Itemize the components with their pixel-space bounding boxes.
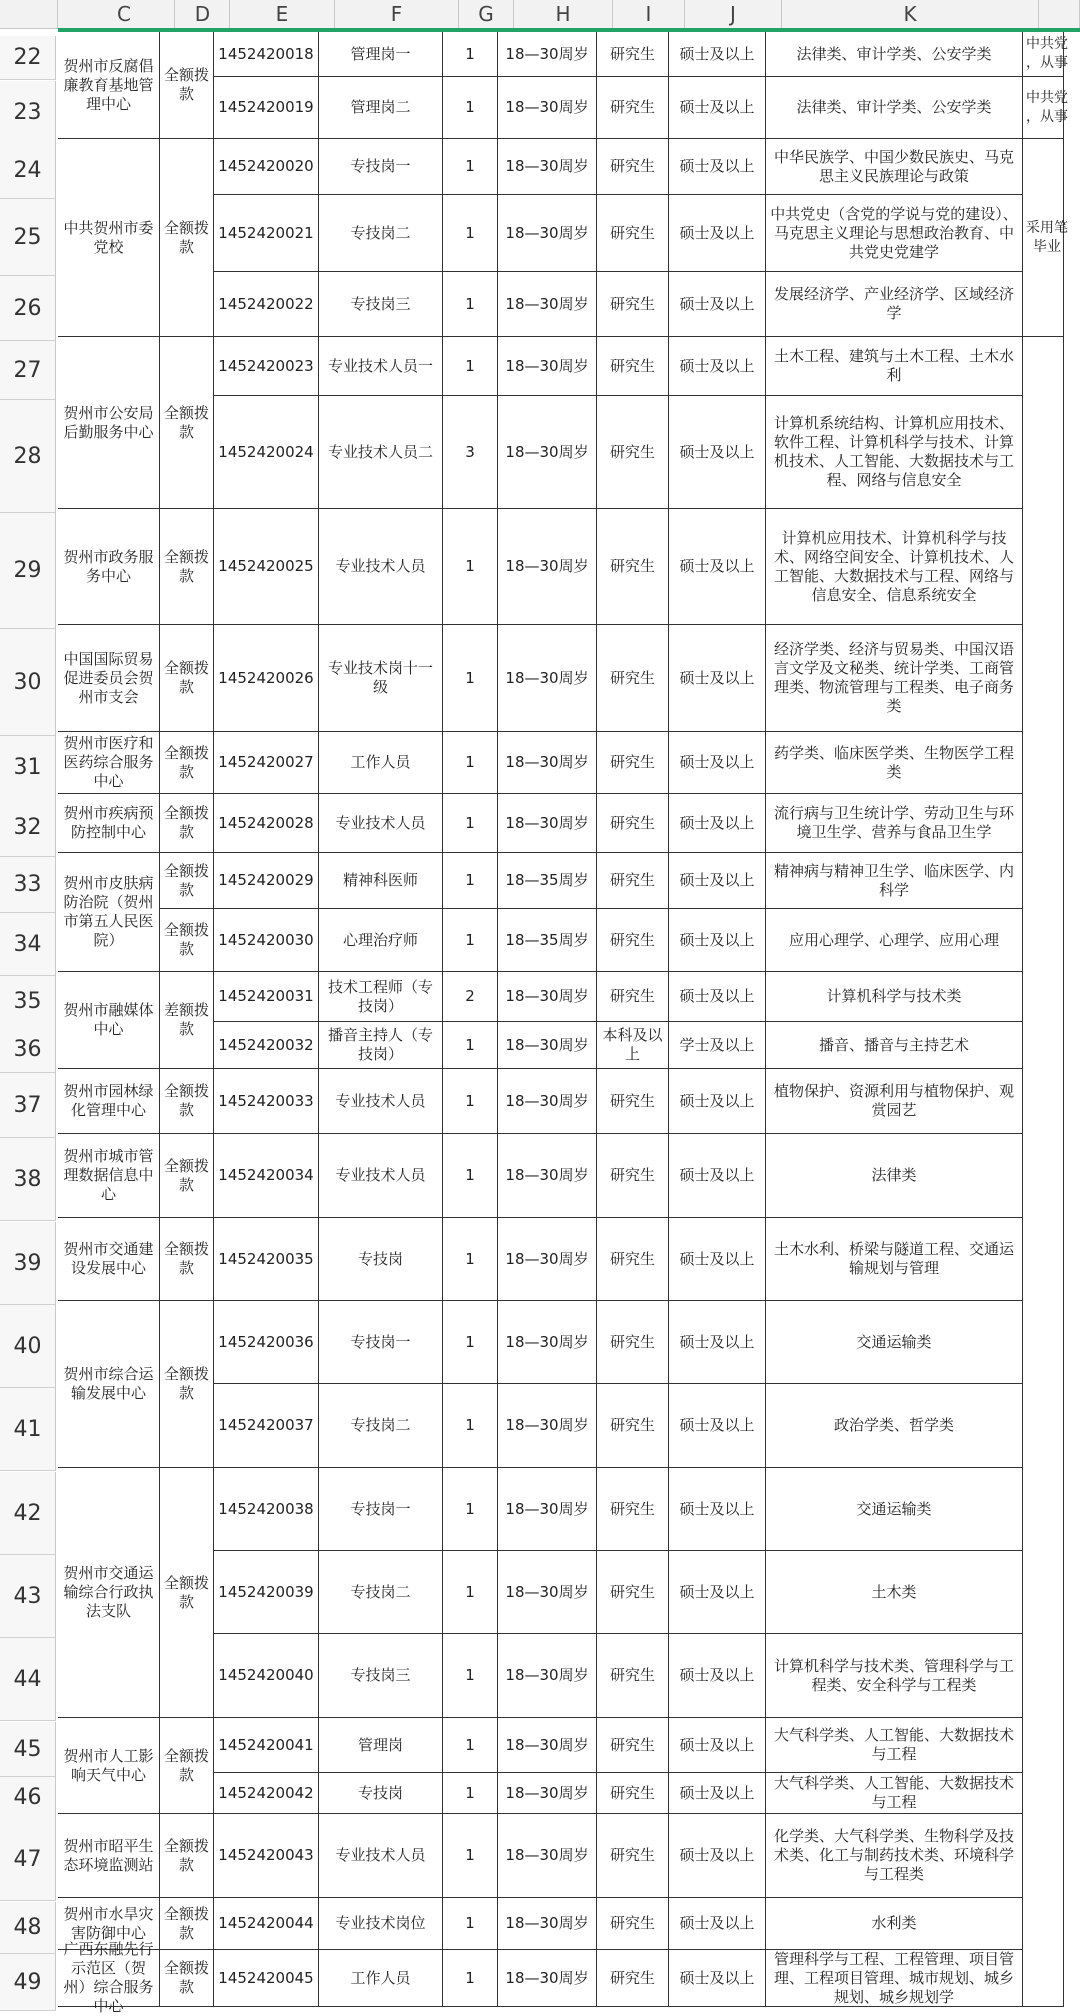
position-name-cell[interactable]: 专技岗 — [319, 1773, 443, 1814]
age-requirement-cell[interactable]: 18—30周岁 — [498, 1898, 597, 1950]
position-name-cell[interactable]: 专技岗二 — [319, 1384, 443, 1468]
position-code-cell[interactable]: 1452420034 — [214, 1134, 319, 1218]
row-header-28[interactable]: 28 — [0, 400, 56, 513]
major-requirement-cell[interactable]: 植物保护、资源利用与植物保护、观赏园艺 — [766, 1069, 1023, 1134]
age-requirement-cell[interactable]: 18—30周岁 — [498, 625, 597, 732]
degree-cell[interactable]: 硕士及以上 — [669, 77, 766, 139]
education-cell[interactable]: 研究生 — [597, 195, 669, 272]
education-cell[interactable]: 研究生 — [597, 1898, 669, 1950]
degree-cell[interactable]: 硕士及以上 — [669, 396, 766, 509]
major-requirement-cell[interactable]: 发展经济学、产业经济学、区域经济学 — [766, 272, 1023, 337]
position-name-cell[interactable]: 专业技术人员 — [319, 1814, 443, 1898]
education-cell[interactable]: 研究生 — [597, 1134, 669, 1218]
education-cell[interactable]: 研究生 — [597, 32, 669, 77]
major-requirement-cell[interactable]: 计算机系统结构、计算机应用技术、软件工程、计算机科学与技术、计算机技术、人工智能、大数据技术与工程、网络与信息安全 — [766, 396, 1023, 509]
degree-cell[interactable]: 硕士及以上 — [669, 1468, 766, 1551]
row-header-22[interactable]: 22 — [0, 36, 56, 80]
column-header-i[interactable]: I — [613, 0, 685, 28]
unit-name-cell[interactable]: 贺州市反腐倡廉教育基地管理中心 — [58, 32, 160, 139]
column-header-bar — [0, 0, 1080, 29]
education-cell[interactable]: 研究生 — [597, 794, 669, 853]
row-header-39[interactable]: 39 — [0, 1222, 56, 1305]
position-code-cell[interactable]: 1452420020 — [214, 139, 319, 195]
position-name-cell[interactable]: 专业技术岗位 — [319, 1898, 443, 1950]
major-requirement-cell[interactable]: 法律类、审计学类、公安学类 — [766, 32, 1023, 77]
position-name-cell[interactable]: 专业技术岗十一级 — [319, 625, 443, 732]
row-header-47[interactable]: 47 — [0, 1818, 56, 1901]
position-code-cell[interactable]: 1452420022 — [214, 272, 319, 337]
degree-cell[interactable]: 硕士及以上 — [669, 1218, 766, 1301]
age-requirement-cell[interactable]: 18—30周岁 — [498, 1022, 597, 1069]
age-requirement-cell[interactable]: 18—30周岁 — [498, 1468, 597, 1551]
degree-cell[interactable]: 硕士及以上 — [669, 1950, 766, 2007]
major-requirement-cell[interactable]: 水利类 — [766, 1898, 1023, 1950]
hire-count-cell[interactable]: 1 — [443, 853, 498, 909]
age-requirement-cell[interactable]: 18—30周岁 — [498, 1950, 597, 2007]
hire-count-cell[interactable]: 3 — [443, 396, 498, 509]
position-name-cell[interactable]: 播音主持人（专技岗） — [319, 1022, 443, 1069]
partial-column-cell[interactable]: 中共党 ，从事 — [1023, 32, 1064, 77]
degree-cell[interactable]: 硕士及以上 — [669, 1718, 766, 1773]
position-name-cell[interactable]: 专技岗一 — [319, 1468, 443, 1551]
position-code-cell[interactable]: 1452420041 — [214, 1718, 319, 1773]
hire-count-cell[interactable]: 1 — [443, 1468, 498, 1551]
unit-name-cell[interactable]: 贺州市公安局后勤服务中心 — [58, 337, 160, 509]
hire-count-cell[interactable]: 1 — [443, 1384, 498, 1468]
hire-count-cell[interactable]: 1 — [443, 272, 498, 337]
education-cell[interactable]: 研究生 — [597, 396, 669, 509]
position-code-cell[interactable]: 1452420035 — [214, 1218, 319, 1301]
unit-name-cell[interactable]: 贺州市融媒体中心 — [58, 972, 160, 1069]
position-name-cell[interactable]: 专业技术人员一 — [319, 337, 443, 396]
position-name-cell[interactable]: 专业技术人员 — [319, 794, 443, 853]
funding-type-cell[interactable]: 全额拨款 — [160, 1301, 214, 1468]
degree-cell[interactable]: 硕士及以上 — [669, 1634, 766, 1718]
age-requirement-cell[interactable]: 18—30周岁 — [498, 1773, 597, 1814]
unit-name-cell[interactable]: 贺州市医疗和医药综合服务中心 — [58, 732, 160, 794]
degree-cell[interactable]: 学士及以上 — [669, 1022, 766, 1069]
position-name-cell[interactable]: 专技岗一 — [319, 1301, 443, 1384]
row-header-38[interactable]: 38 — [0, 1138, 56, 1221]
position-name-cell[interactable]: 专技岗一 — [319, 139, 443, 195]
hire-count-cell[interactable]: 1 — [443, 509, 498, 625]
hire-count-cell[interactable]: 1 — [443, 1773, 498, 1814]
age-requirement-cell[interactable]: 18—35周岁 — [498, 909, 597, 972]
degree-cell[interactable]: 硕士及以上 — [669, 337, 766, 396]
position-name-cell[interactable]: 专业技术人员 — [319, 1134, 443, 1218]
hire-count-cell[interactable]: 1 — [443, 909, 498, 972]
unit-name-cell[interactable]: 贺州市园林绿化管理中心 — [58, 1069, 160, 1134]
column-header-h[interactable]: H — [514, 0, 613, 28]
position-name-cell[interactable]: 专业技术人员 — [319, 509, 443, 625]
major-requirement-cell[interactable]: 流行病与卫生统计学、劳动卫生与环境卫生学、营养与食品卫生学 — [766, 794, 1023, 853]
column-header-l-partial[interactable] — [1039, 0, 1080, 28]
hire-count-cell[interactable]: 1 — [443, 1301, 498, 1384]
row-header-25[interactable]: 25 — [0, 199, 56, 276]
major-requirement-cell[interactable]: 化学类、大气科学类、生物科学及技术类、化工与制药技术类、环境科学与工程类 — [766, 1814, 1023, 1898]
position-name-cell[interactable]: 工作人员 — [319, 732, 443, 794]
degree-cell[interactable]: 硕士及以上 — [669, 909, 766, 972]
position-name-cell[interactable]: 管理岗一 — [319, 32, 443, 77]
hire-count-cell[interactable]: 1 — [443, 1814, 498, 1898]
position-name-cell[interactable]: 管理岗二 — [319, 77, 443, 139]
major-requirement-cell[interactable]: 药学类、临床医学类、生物医学工程类 — [766, 732, 1023, 794]
hire-count-cell[interactable]: 1 — [443, 77, 498, 139]
unit-name-cell[interactable]: 贺州市城市管理数据信息中心 — [58, 1134, 160, 1218]
unit-name-cell[interactable]: 贺州市综合运输发展中心 — [58, 1301, 160, 1468]
hire-count-cell[interactable]: 1 — [443, 139, 498, 195]
education-cell[interactable]: 研究生 — [597, 1301, 669, 1384]
degree-cell[interactable]: 硕士及以上 — [669, 853, 766, 909]
degree-cell[interactable]: 硕士及以上 — [669, 509, 766, 625]
row-header-31[interactable]: 31 — [0, 736, 56, 799]
major-requirement-cell[interactable]: 计算机科学与技术类 — [766, 972, 1023, 1022]
row-header-45[interactable]: 45 — [0, 1722, 56, 1777]
position-code-cell[interactable]: 1452420025 — [214, 509, 319, 625]
major-requirement-cell[interactable]: 应用心理学、心理学、应用心理 — [766, 909, 1023, 972]
degree-cell[interactable]: 硕士及以上 — [669, 972, 766, 1022]
age-requirement-cell[interactable]: 18—30周岁 — [498, 1301, 597, 1384]
partial-column-cell[interactable]: 中共党 ，从事 — [1023, 77, 1064, 139]
hire-count-cell[interactable]: 1 — [443, 732, 498, 794]
major-requirement-cell[interactable]: 经济学类、经济与贸易类、中国汉语言文学及文秘类、统计学类、工商管理类、物流管理与工程类、电子商务类 — [766, 625, 1023, 732]
row-header-29[interactable]: 29 — [0, 513, 56, 629]
position-code-cell[interactable]: 1452420019 — [214, 77, 319, 139]
unit-name-cell[interactable]: 广西东融先行示范区（贺州）综合服务中心 — [58, 1950, 160, 2007]
position-name-cell[interactable]: 心理治疗师 — [319, 909, 443, 972]
hire-count-cell[interactable]: 1 — [443, 1069, 498, 1134]
position-code-cell[interactable]: 1452420026 — [214, 625, 319, 732]
position-code-cell[interactable]: 1452420032 — [214, 1022, 319, 1069]
degree-cell[interactable]: 硕士及以上 — [669, 1814, 766, 1898]
row-header-32[interactable]: 32 — [0, 798, 56, 857]
age-requirement-cell[interactable]: 18—30周岁 — [498, 272, 597, 337]
major-requirement-cell[interactable]: 中华民族学、中国少数民族史、马克思主义民族理论与政策 — [766, 139, 1023, 195]
major-requirement-cell[interactable]: 播音、播音与主持艺术 — [766, 1022, 1023, 1069]
age-requirement-cell[interactable]: 18—30周岁 — [498, 794, 597, 853]
position-code-cell[interactable]: 1452420043 — [214, 1814, 319, 1898]
age-requirement-cell[interactable]: 18—30周岁 — [498, 732, 597, 794]
age-requirement-cell[interactable]: 18—30周岁 — [498, 1069, 597, 1134]
hire-count-cell[interactable]: 1 — [443, 1634, 498, 1718]
age-requirement-cell[interactable]: 18—30周岁 — [498, 77, 597, 139]
age-requirement-cell[interactable]: 18—30周岁 — [498, 1718, 597, 1773]
position-code-cell[interactable]: 1452420029 — [214, 853, 319, 909]
hire-count-cell[interactable]: 1 — [443, 337, 498, 396]
hire-count-cell[interactable]: 1 — [443, 625, 498, 732]
hire-count-cell[interactable]: 1 — [443, 1551, 498, 1634]
major-requirement-cell[interactable]: 大气科学类、人工智能、大数据技术与工程 — [766, 1773, 1023, 1814]
row-header-30[interactable]: 30 — [0, 629, 56, 736]
degree-cell[interactable]: 硕士及以上 — [669, 1301, 766, 1384]
column-header-e[interactable]: E — [230, 0, 335, 28]
education-cell[interactable]: 研究生 — [597, 1773, 669, 1814]
education-cell[interactable]: 研究生 — [597, 77, 669, 139]
position-code-cell[interactable]: 1452420030 — [214, 909, 319, 972]
row-header-33[interactable]: 33 — [0, 857, 56, 913]
position-code-cell[interactable]: 1452420031 — [214, 972, 319, 1022]
position-code-cell[interactable]: 1452420018 — [214, 32, 319, 77]
column-header-f[interactable]: F — [335, 0, 459, 28]
partial-column-cell[interactable] — [1023, 337, 1064, 2007]
row-header-42[interactable]: 42 — [0, 1472, 56, 1555]
funding-type-cell[interactable]: 全额拨款 — [160, 1950, 214, 2007]
row-header-35[interactable]: 35 — [0, 976, 56, 1027]
position-name-cell[interactable]: 精神科医师 — [319, 853, 443, 909]
education-cell[interactable]: 研究生 — [597, 1069, 669, 1134]
unit-name-cell[interactable]: 贺州市交通运输综合行政执法支队 — [58, 1468, 160, 1718]
position-code-cell[interactable]: 1452420042 — [214, 1773, 319, 1814]
position-code-cell[interactable]: 1452420038 — [214, 1468, 319, 1551]
row-header-44[interactable]: 44 — [0, 1638, 56, 1721]
row-header-26[interactable]: 26 — [0, 276, 56, 341]
position-name-cell[interactable]: 专技岗二 — [319, 195, 443, 272]
position-code-cell[interactable]: 1452420040 — [214, 1634, 319, 1718]
row-header-46[interactable]: 46 — [0, 1777, 56, 1819]
funding-type-cell[interactable]: 全额拨款 — [160, 337, 214, 509]
hire-count-cell[interactable]: 1 — [443, 1134, 498, 1218]
degree-cell[interactable]: 硕士及以上 — [669, 139, 766, 195]
education-cell[interactable]: 研究生 — [597, 337, 669, 396]
degree-cell[interactable]: 硕士及以上 — [669, 1551, 766, 1634]
major-requirement-cell[interactable]: 管理科学与工程、工程管理、项目管理、工程项目管理、城市规划、城乡规划、城乡规划学 — [766, 1950, 1023, 2007]
position-code-cell[interactable]: 1452420039 — [214, 1551, 319, 1634]
position-code-cell[interactable]: 1452420023 — [214, 337, 319, 396]
funding-type-cell[interactable]: 全额拨款 — [160, 1218, 214, 1301]
education-cell[interactable]: 研究生 — [597, 1468, 669, 1551]
position-code-cell[interactable]: 1452420045 — [214, 1950, 319, 2007]
row-header-40[interactable]: 40 — [0, 1305, 56, 1388]
age-requirement-cell[interactable]: 18—30周岁 — [498, 1814, 597, 1898]
age-requirement-cell[interactable]: 18—30周岁 — [498, 1551, 597, 1634]
unit-name-cell[interactable]: 贺州市昭平生态环境监测站 — [58, 1814, 160, 1898]
position-name-cell[interactable]: 管理岗 — [319, 1718, 443, 1773]
select-all-corner[interactable] — [0, 0, 58, 28]
position-code-cell[interactable]: 1452420027 — [214, 732, 319, 794]
funding-type-cell[interactable]: 全额拨款 — [160, 509, 214, 625]
column-header-g[interactable]: G — [459, 0, 514, 28]
row-header-34[interactable]: 34 — [0, 913, 56, 976]
row-header-49[interactable]: 49 — [0, 1954, 56, 2011]
funding-type-cell[interactable]: 全额拨款 — [160, 909, 214, 972]
position-code-cell[interactable]: 1452420033 — [214, 1069, 319, 1134]
degree-cell[interactable]: 硕士及以上 — [669, 32, 766, 77]
education-cell[interactable]: 研究生 — [597, 1718, 669, 1773]
education-cell[interactable]: 研究生 — [597, 1814, 669, 1898]
education-cell[interactable]: 研究生 — [597, 972, 669, 1022]
major-requirement-cell[interactable]: 法律类、审计学类、公安学类 — [766, 77, 1023, 139]
position-name-cell[interactable]: 专技岗 — [319, 1218, 443, 1301]
unit-name-cell[interactable]: 贺州市疾病预防控制中心 — [58, 794, 160, 853]
major-requirement-cell[interactable]: 交通运输类 — [766, 1301, 1023, 1384]
education-cell[interactable]: 研究生 — [597, 1218, 669, 1301]
degree-cell[interactable]: 硕士及以上 — [669, 1134, 766, 1218]
column-header-c[interactable]: C — [74, 0, 175, 28]
funding-type-cell[interactable]: 全额拨款 — [160, 625, 214, 732]
major-requirement-cell[interactable]: 土木类 — [766, 1551, 1023, 1634]
position-code-cell[interactable]: 1452420024 — [214, 396, 319, 509]
unit-name-cell[interactable]: 贺州市水旱灾害防御中心 — [58, 1898, 160, 1950]
row-header-48[interactable]: 48 — [0, 1902, 56, 1954]
unit-name-cell[interactable]: 贺州市人工影响天气中心 — [58, 1718, 160, 1814]
hire-count-cell[interactable]: 1 — [443, 1218, 498, 1301]
education-cell[interactable]: 研究生 — [597, 909, 669, 972]
hire-count-cell[interactable]: 1 — [443, 1022, 498, 1069]
major-requirement-cell[interactable]: 大气科学类、人工智能、大数据技术与工程 — [766, 1718, 1023, 1773]
funding-type-cell[interactable]: 全额拨款 — [160, 1134, 214, 1218]
major-requirement-cell[interactable]: 计算机应用技术、计算机科学与技术、网络空间安全、计算机技术、人工智能、大数据技术与工程、网络与信息安全、信息系统安全 — [766, 509, 1023, 625]
major-requirement-cell[interactable]: 法律类 — [766, 1134, 1023, 1218]
education-cell[interactable]: 研究生 — [597, 1551, 669, 1634]
age-requirement-cell[interactable]: 18—30周岁 — [498, 337, 597, 396]
funding-type-cell[interactable]: 全额拨款 — [160, 32, 214, 139]
education-cell[interactable]: 研究生 — [597, 1384, 669, 1468]
hire-count-cell[interactable]: 1 — [443, 32, 498, 77]
major-requirement-cell[interactable]: 中共党史（含党的学说与党的建设）、马克思主义理论与思想政治教育、中共党史党建学 — [766, 195, 1023, 272]
unit-name-cell[interactable]: 贺州市皮肤病防治院（贺州市第五人民医院） — [58, 853, 160, 972]
position-code-cell[interactable]: 1452420044 — [214, 1898, 319, 1950]
row-header-43[interactable]: 43 — [0, 1555, 56, 1638]
age-requirement-cell[interactable]: 18—35周岁 — [498, 853, 597, 909]
position-name-cell[interactable]: 专技岗二 — [319, 1551, 443, 1634]
degree-cell[interactable]: 硕士及以上 — [669, 1069, 766, 1134]
row-header-36[interactable]: 36 — [0, 1026, 56, 1073]
row-header-23[interactable]: 23 — [0, 81, 56, 144]
funding-type-cell[interactable]: 全额拨款 — [160, 1069, 214, 1134]
degree-cell[interactable]: 硕士及以上 — [669, 1898, 766, 1950]
hire-count-cell[interactable]: 1 — [443, 794, 498, 853]
age-requirement-cell[interactable]: 18—30周岁 — [498, 1634, 597, 1718]
age-requirement-cell[interactable]: 18—30周岁 — [498, 396, 597, 509]
funding-type-cell[interactable]: 全额拨款 — [160, 1718, 214, 1814]
row-header-41[interactable]: 41 — [0, 1388, 56, 1471]
position-code-cell[interactable]: 1452420028 — [214, 794, 319, 853]
row-header-24[interactable]: 24 — [0, 143, 56, 199]
major-requirement-cell[interactable]: 土木水利、桥梁与隧道工程、交通运输规划与管理 — [766, 1218, 1023, 1301]
unit-name-cell[interactable]: 贺州市政务服务中心 — [58, 509, 160, 625]
hire-count-cell[interactable]: 1 — [443, 1898, 498, 1950]
column-header-j[interactable]: J — [685, 0, 782, 28]
education-cell[interactable]: 研究生 — [597, 1950, 669, 2007]
hire-count-cell[interactable]: 1 — [443, 195, 498, 272]
age-requirement-cell[interactable]: 18—30周岁 — [498, 972, 597, 1022]
funding-type-cell[interactable]: 差额拨款 — [160, 972, 214, 1069]
major-requirement-cell[interactable]: 精神病与精神卫生学、临床医学、内科学 — [766, 853, 1023, 909]
position-name-cell[interactable]: 技术工程师（专技岗） — [319, 972, 443, 1022]
degree-cell[interactable]: 硕士及以上 — [669, 732, 766, 794]
hire-count-cell[interactable]: 2 — [443, 972, 498, 1022]
degree-cell[interactable]: 硕士及以上 — [669, 195, 766, 272]
funding-type-cell[interactable]: 全额拨款 — [160, 732, 214, 794]
position-code-cell[interactable]: 1452420036 — [214, 1301, 319, 1384]
funding-type-cell[interactable]: 全额拨款 — [160, 1468, 214, 1718]
funding-type-cell[interactable]: 全额拨款 — [160, 139, 214, 337]
position-name-cell[interactable]: 专业技术人员二 — [319, 396, 443, 509]
education-cell[interactable]: 研究生 — [597, 272, 669, 337]
degree-cell[interactable]: 硕士及以上 — [669, 1384, 766, 1468]
row-header-37[interactable]: 37 — [0, 1073, 56, 1138]
age-requirement-cell[interactable]: 18—30周岁 — [498, 1134, 597, 1218]
degree-cell[interactable]: 硕士及以上 — [669, 794, 766, 853]
partial-column-cell[interactable]: 采用笔 毕业 — [1023, 139, 1064, 337]
major-requirement-cell[interactable]: 计算机科学与技术类、管理科学与工程类、安全科学与工程类 — [766, 1634, 1023, 1718]
education-cell[interactable]: 本科及以上 — [597, 1022, 669, 1069]
age-requirement-cell[interactable]: 18—30周岁 — [498, 139, 597, 195]
age-requirement-cell[interactable]: 18—30周岁 — [498, 1218, 597, 1301]
funding-type-cell[interactable]: 全额拨款 — [160, 1814, 214, 1898]
column-header-d[interactable]: D — [176, 0, 230, 28]
age-requirement-cell[interactable]: 18—30周岁 — [498, 32, 597, 77]
position-code-cell[interactable]: 1452420021 — [214, 195, 319, 272]
position-name-cell[interactable]: 专技岗三 — [319, 272, 443, 337]
unit-name-cell[interactable]: 贺州市交通建设发展中心 — [58, 1218, 160, 1301]
age-requirement-cell[interactable]: 18—30周岁 — [498, 1384, 597, 1468]
education-cell[interactable]: 研究生 — [597, 625, 669, 732]
education-cell[interactable]: 研究生 — [597, 509, 669, 625]
unit-name-cell[interactable]: 中国国际贸易促进委员会贺州市支会 — [58, 625, 160, 732]
education-cell[interactable]: 研究生 — [597, 1634, 669, 1718]
hire-count-cell[interactable]: 1 — [443, 1950, 498, 2007]
age-requirement-cell[interactable]: 18—30周岁 — [498, 509, 597, 625]
degree-cell[interactable]: 硕士及以上 — [669, 1773, 766, 1814]
hire-count-cell[interactable]: 1 — [443, 1718, 498, 1773]
column-header-k[interactable]: K — [782, 0, 1039, 28]
major-requirement-cell[interactable]: 土木工程、建筑与土木工程、土木水利 — [766, 337, 1023, 396]
degree-cell[interactable]: 硕士及以上 — [669, 272, 766, 337]
major-requirement-cell[interactable]: 政治学类、哲学类 — [766, 1384, 1023, 1468]
position-name-cell[interactable]: 专技岗三 — [319, 1634, 443, 1718]
row-header-27[interactable]: 27 — [0, 341, 56, 400]
unit-name-cell[interactable]: 中共贺州市委党校 — [58, 139, 160, 337]
degree-cell[interactable]: 硕士及以上 — [669, 625, 766, 732]
funding-type-cell[interactable]: 全额拨款 — [160, 853, 214, 909]
funding-type-cell[interactable]: 全额拨款 — [160, 794, 214, 853]
major-requirement-cell[interactable]: 交通运输类 — [766, 1468, 1023, 1551]
education-cell[interactable]: 研究生 — [597, 139, 669, 195]
funding-type-cell[interactable]: 全额拨款 — [160, 1898, 214, 1950]
position-code-cell[interactable]: 1452420037 — [214, 1384, 319, 1468]
position-name-cell[interactable]: 专业技术人员 — [319, 1069, 443, 1134]
education-cell[interactable]: 研究生 — [597, 853, 669, 909]
position-name-cell[interactable]: 工作人员 — [319, 1950, 443, 2007]
education-cell[interactable]: 研究生 — [597, 732, 669, 794]
age-requirement-cell[interactable]: 18—30周岁 — [498, 195, 597, 272]
